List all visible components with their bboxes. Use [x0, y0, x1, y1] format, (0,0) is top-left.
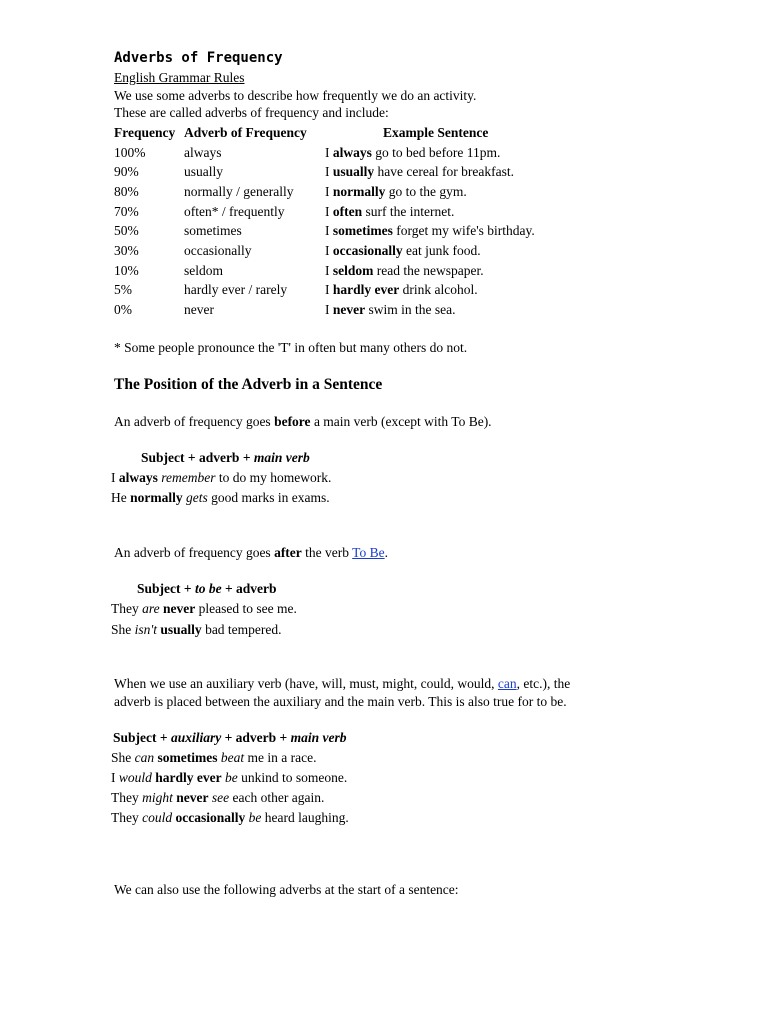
example-adverb: hardly ever	[332, 282, 400, 298]
example-adverb: never	[332, 302, 366, 318]
example-line	[111, 810, 349, 826]
example-adverb: normally	[130, 490, 183, 505]
intro-line-2: These are called adverbs of frequency and include:	[114, 105, 389, 120]
adverb-cell: sometimes	[184, 223, 242, 239]
example-cell	[325, 300, 643, 320]
table-row	[114, 261, 643, 281]
example-part: I	[325, 242, 333, 258]
example-part: I	[325, 262, 333, 278]
formula-part: Subject +	[113, 730, 171, 745]
formula-1	[141, 450, 310, 466]
rule-after	[114, 545, 388, 561]
example-line	[111, 750, 316, 766]
frequency-cell: 0%	[114, 302, 132, 318]
example-part: eat junk food.	[402, 242, 481, 258]
page-title: Adverbs of Frequency	[114, 50, 283, 66]
table-row	[114, 241, 643, 261]
rule-text: An adverb of frequency goes	[114, 545, 275, 560]
table-row	[114, 202, 643, 222]
frequency-cell: 50%	[114, 223, 139, 239]
adverb-cell: often* / frequently	[184, 203, 285, 219]
example-part: go to the gym.	[385, 183, 467, 199]
example-part: I	[325, 302, 333, 318]
formula-part: main verb	[290, 730, 347, 745]
subtitle: English Grammar Rules	[114, 70, 245, 85]
adverb-cell: never	[184, 302, 214, 318]
example-cell	[325, 182, 643, 202]
example-cell	[325, 202, 643, 222]
to-be-link[interactable]: To Be	[352, 545, 385, 560]
formula-3	[113, 730, 346, 746]
adverb-cell: always	[184, 144, 222, 160]
example-part: I	[325, 183, 333, 199]
frequency-cell: 90%	[114, 164, 139, 180]
example-adverb: always	[118, 470, 158, 485]
example-part: forget my wife's birthday.	[392, 223, 535, 239]
table-row	[114, 162, 643, 182]
example-part: drink alcohol.	[399, 282, 478, 298]
adverb-cell: seldom	[184, 262, 223, 278]
formula-part: to be	[194, 581, 222, 596]
example-line	[111, 601, 297, 617]
can-link[interactable]: can	[497, 676, 517, 691]
example-part: read the newspaper.	[373, 262, 484, 278]
example-verb: be	[248, 810, 262, 825]
example-cell	[325, 221, 643, 241]
example-cell	[325, 261, 643, 281]
example-line	[111, 490, 330, 506]
example-part: I	[325, 164, 333, 180]
example-verb: remember	[161, 470, 216, 485]
example-cell	[325, 241, 643, 261]
example-auxiliary: might	[142, 790, 173, 805]
footnote: * Some people pronounce the 'T' in often but many others do not.	[114, 340, 468, 355]
example-part: I	[325, 144, 333, 160]
rule-text: a main verb (except with To Be).	[310, 414, 492, 429]
example-adverb: always	[332, 144, 372, 160]
example-part: I	[325, 223, 333, 239]
example-adverb: usually	[160, 622, 202, 637]
formula-part: main verb	[253, 450, 310, 465]
example-auxiliary: can	[134, 750, 155, 765]
rule-text: .	[384, 545, 388, 560]
formula-2	[137, 581, 277, 597]
header-adverb: Adverb of Frequency	[184, 124, 307, 140]
example-line	[111, 470, 331, 486]
table-row	[114, 143, 643, 163]
example-adverb: seldom	[332, 262, 374, 278]
example-verb: gets	[186, 490, 208, 505]
frequency-cell: 10%	[114, 262, 139, 278]
example-auxiliary: would	[118, 770, 152, 785]
frequency-cell: 80%	[114, 183, 139, 199]
intro-line-1: We use some adverbs to describe how frequently we do an activity.	[114, 88, 477, 103]
rule-before	[114, 414, 492, 430]
example-verb: see	[211, 790, 230, 805]
rule-keyword: after	[274, 545, 302, 560]
example-part: I	[325, 282, 333, 298]
table-row	[114, 182, 643, 202]
section-heading: The Position of the Adverb in a Sentence	[114, 376, 383, 393]
example-part: unkind to someone.	[237, 770, 348, 785]
frequency-cell: 30%	[114, 242, 139, 258]
example-part: They	[111, 790, 143, 805]
formula-part: + adverb	[221, 581, 277, 596]
table-row	[114, 300, 643, 320]
example-adverb: normally	[332, 183, 386, 199]
example-part: He	[111, 490, 131, 505]
example-cell	[325, 281, 643, 301]
example-adverb: occasionally	[175, 810, 246, 825]
frequency-table	[114, 123, 643, 320]
formula-part: Subject +	[137, 581, 195, 596]
frequency-cell: 5%	[114, 282, 132, 298]
adverb-cell: occasionally	[184, 242, 252, 258]
example-verb: beat	[220, 750, 245, 765]
rule-text: When we use an auxiliary verb (have, will, must, might, could, would,	[114, 676, 498, 691]
closing-text: We can also use the following adverbs at the start of a sentence:	[114, 882, 459, 897]
rule-auxiliary	[114, 676, 570, 692]
example-verb: isn't	[134, 622, 158, 637]
header-example: Example Sentence	[383, 124, 489, 140]
example-part: me in a race.	[244, 750, 317, 765]
example-adverb: never	[176, 790, 209, 805]
formula-part: + adverb +	[221, 730, 291, 745]
example-part: swim in the sea.	[365, 302, 456, 318]
example-line	[111, 770, 347, 786]
example-cell	[325, 162, 643, 182]
example-adverb: sometimes	[157, 750, 218, 765]
example-part: bad tempered.	[201, 622, 282, 637]
adverb-cell: usually	[184, 164, 223, 180]
rule-keyword: before	[274, 414, 311, 429]
example-line	[111, 622, 282, 638]
example-part: have cereal for breakfast.	[374, 164, 514, 180]
example-part: She	[111, 750, 135, 765]
example-part: I	[111, 470, 119, 485]
example-part: They	[111, 601, 143, 616]
table-header-row	[114, 123, 643, 143]
frequency-cell: 70%	[114, 203, 139, 219]
example-part: pleased to see me.	[195, 601, 297, 616]
header-frequency: Frequency	[114, 124, 176, 140]
example-verb: are	[142, 601, 160, 616]
rule-text: An adverb of frequency goes	[114, 414, 275, 429]
example-part: They	[111, 810, 143, 825]
example-adverb: sometimes	[332, 223, 393, 239]
example-part: good marks in exams.	[207, 490, 330, 505]
example-adverb: often	[332, 203, 363, 219]
table-body	[114, 143, 643, 320]
adverb-cell: normally / generally	[184, 183, 294, 199]
formula-part: auxiliary	[170, 730, 222, 745]
example-adverb: usually	[332, 164, 375, 180]
example-part: each other again.	[229, 790, 325, 805]
table-row	[114, 221, 643, 241]
adverb-cell: hardly ever / rarely	[184, 282, 288, 298]
rule-auxiliary-line-2: adverb is placed between the auxiliary and the main verb. This is also true for to be.	[114, 694, 567, 709]
rule-text: the verb	[301, 545, 353, 560]
table-row	[114, 281, 643, 301]
example-verb: be	[225, 770, 238, 785]
example-part: go to bed before 11pm.	[371, 144, 501, 160]
example-cell	[325, 143, 643, 163]
frequency-cell: 100%	[114, 144, 146, 160]
formula-part: Subject + adverb +	[141, 450, 254, 465]
example-part: She	[111, 622, 135, 637]
example-auxiliary: could	[142, 810, 173, 825]
example-part: I	[111, 770, 119, 785]
example-adverb: occasionally	[332, 242, 403, 258]
example-part: to do my homework.	[215, 470, 332, 485]
example-adverb: never	[163, 601, 196, 616]
example-adverb: hardly ever	[155, 770, 222, 785]
example-line	[111, 790, 324, 806]
example-part: I	[325, 203, 333, 219]
rule-text: , etc.), the	[516, 676, 571, 691]
example-part: surf the internet.	[362, 203, 455, 219]
example-part: heard laughing.	[261, 810, 349, 825]
